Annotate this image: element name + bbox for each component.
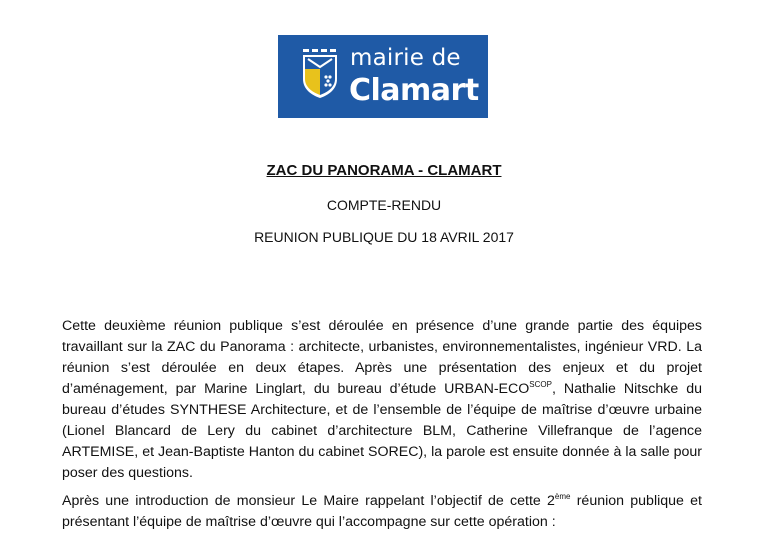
meeting-date-heading: REUNION PUBLIQUE DU 18 AVRIL 2017 <box>254 229 514 245</box>
scop-superscript: SCOP <box>529 380 552 389</box>
document-type: COMPTE-RENDU <box>326 197 442 213</box>
clamart-crest-icon <box>302 49 338 99</box>
paragraph-intro <box>62 316 702 484</box>
document-title: ZAC DU PANORAMA - CLAMART <box>266 162 502 179</box>
paragraph-mayor-text-a: Après une introduction de monsieur Le Maire rappelant l’objectif de cette 2 <box>62 493 555 509</box>
paragraph-intro-text-b: , Nathalie Nitschke du bureau d’études SYNTHESE Architecture, et de l’ensemble de l’équipe de maîtrise d’œuvre urbaine (Lionel Blancard de Lery du cabinet d’architecture BLM, Catherine Villefranque de l’agence ARTEMISE, et Jean-Baptiste Hanton du cabinet SOREC), la parole est ensuite donnée à la salle pour poser des questions. <box>62 381 702 481</box>
mairie-de-clamart-logo <box>278 35 488 118</box>
logo-text-clamart: Clamart <box>349 73 479 108</box>
paragraph-mayor-text-b: réunion publique et présentant l’équipe de maîtrise d’œuvre qui l’accompagne sur cette opération : <box>62 493 702 530</box>
paragraph-mayor-introduction <box>62 491 702 533</box>
paragraph-intro-text-a: Cette deuxième réunion publique s’est déroulée en présence d’une grande partie des équipes travaillant sur la ZAC du Panorama : architecte, urbanistes, environnementalistes, ingénieur VRD. La réunion s’est déroulée en deux étapes. Après une présentation des enjeux et du projet d’aménagement, par Marine Linglart, du bureau d’étude URBAN-ECO <box>62 318 702 397</box>
ordinal-superscript: ème <box>554 492 571 501</box>
logo-text-mairie-de: mairie de <box>350 45 461 71</box>
